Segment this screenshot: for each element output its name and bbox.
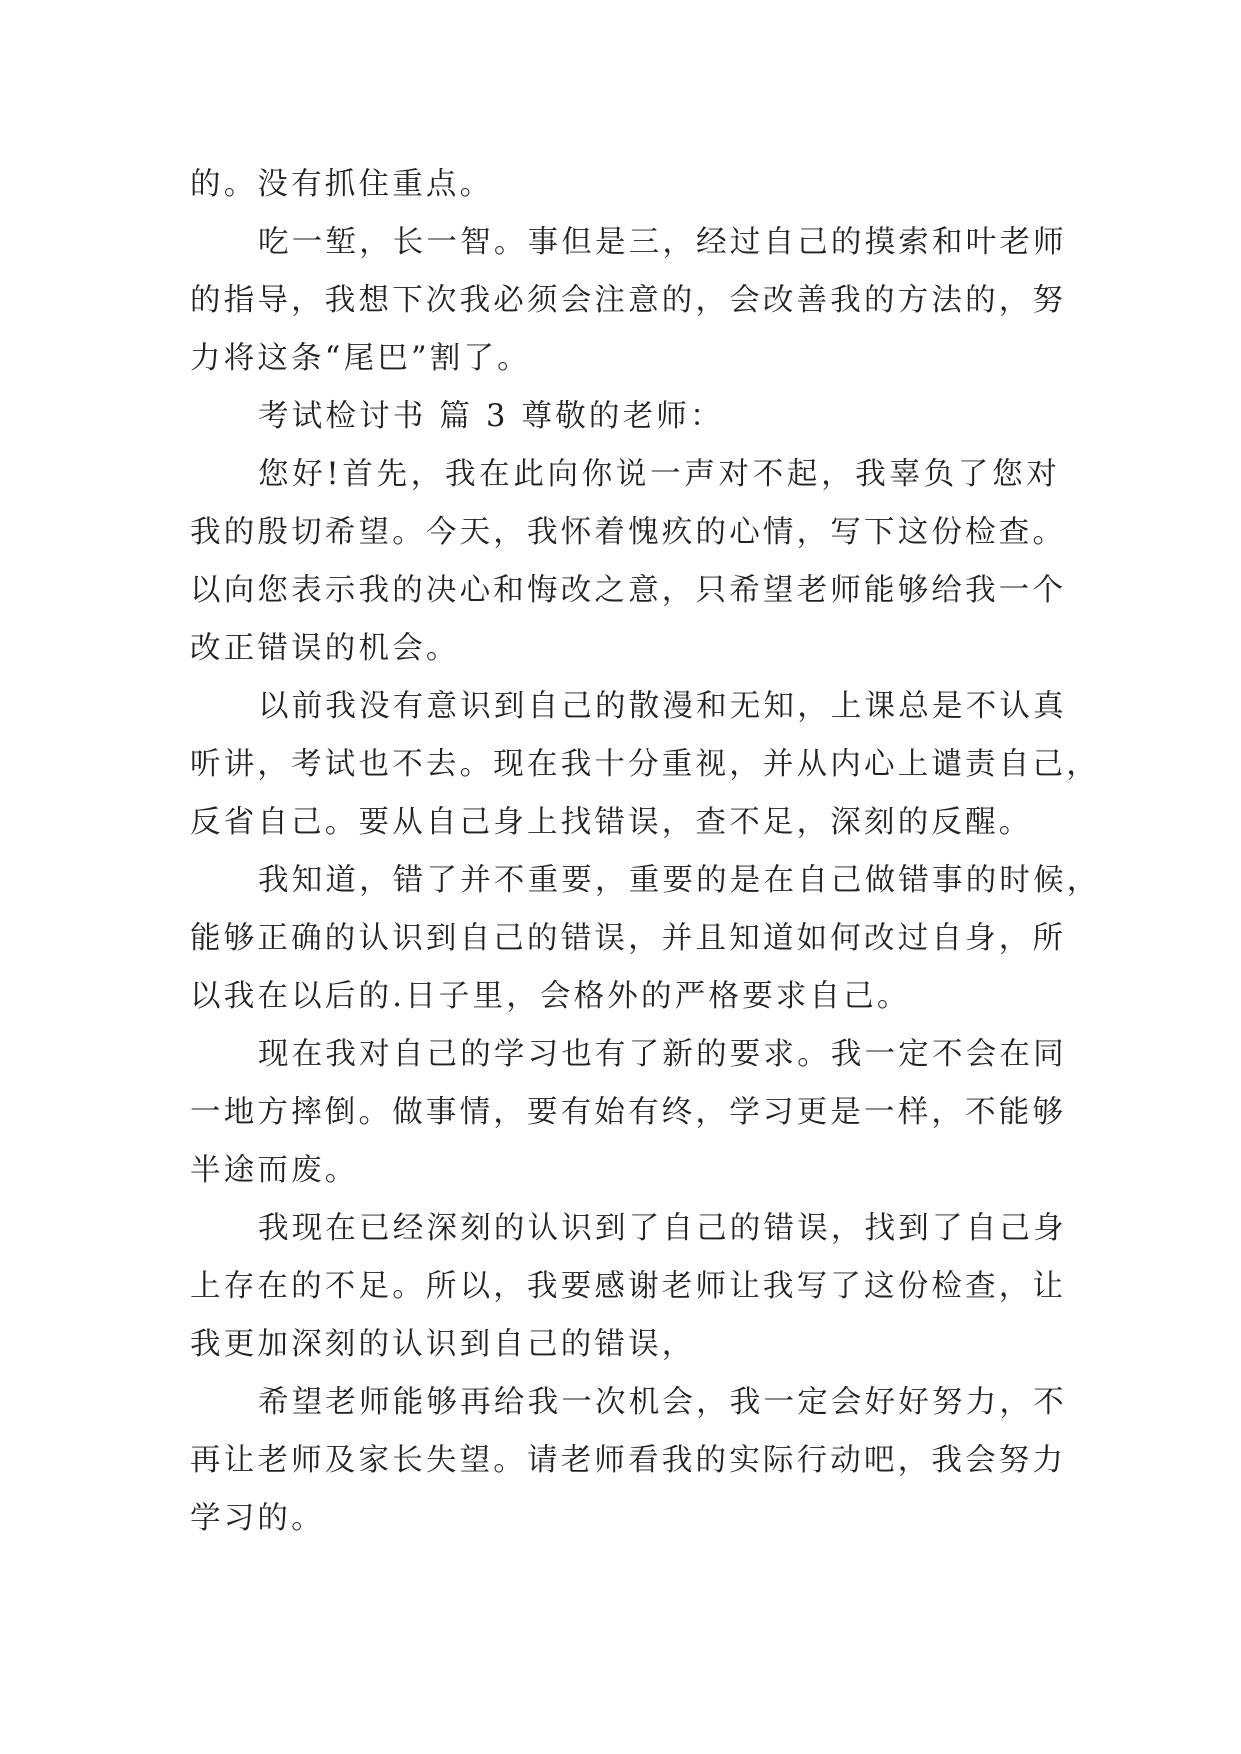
text-line: 吃一堑，长一智。事但是三，经过自己的摸索和叶老师: [258, 225, 1067, 260]
text-line: 以向您表示我的决心和悔改之意，只希望老师能够给我一个: [190, 573, 1067, 608]
text-line: 能够正确的认识到自己的错误，并且知道如何改过自身，所: [190, 921, 1067, 956]
paragraph: [190, 852, 1101, 1026]
text-line: 力将这条“尾巴”割了。: [190, 341, 531, 376]
text-line: 您好!首先，我在此向你说一声对不起，我辜负了您对: [258, 457, 1060, 492]
text-line: 我更加深刻的认识到自己的错误，: [190, 1327, 696, 1362]
text-line: 以我在以后的.日子里，会格外的严格要求自己。: [190, 979, 911, 1014]
paragraph: [190, 1374, 1067, 1548]
text-line: 我的殷切希望。今天，我怀着愧疚的心情，写下这份检查。: [190, 515, 1067, 550]
text-line: 一地方摔倒。做事情，要有始有终，学习更是一样，不能够: [190, 1095, 1067, 1130]
document-body: [190, 156, 1101, 1548]
text-line: 改正错误的机会。: [190, 631, 460, 666]
text-line: 现在我对自己的学习也有了新的要求。我一定不会在同: [258, 1037, 1067, 1072]
text-line: 反省自己。要从自己身上找错误，查不足，深刻的反醒。: [190, 805, 1033, 840]
text-line: 半途而废。: [190, 1153, 359, 1188]
paragraph: [190, 1026, 1067, 1200]
text-line: 考试检讨书 篇 3 尊敬的老师：: [258, 399, 724, 434]
paragraph: [190, 1200, 1067, 1374]
text-line: 上存在的不足。所以，我要感谢老师让我写了这份检查，让: [190, 1269, 1067, 1304]
text-line: 我现在已经深刻的认识到了自己的错误，找到了自己身: [258, 1211, 1067, 1246]
paragraph: [190, 678, 1100, 852]
text-line: 希望老师能够再给我一次机会，我一定会好好努力，不: [258, 1385, 1067, 1420]
text-line: 的。没有抓住重点。: [190, 167, 494, 202]
paragraph: [190, 388, 1060, 446]
paragraph: [190, 446, 1067, 678]
text-line: 的指导，我想下次我必须会注意的，会改善我的方法的，努: [190, 283, 1067, 318]
text-line: 以前我没有意识到自己的散漫和无知，上课总是不认真: [258, 689, 1067, 724]
text-line: 听讲，考试也不去。现在我十分重视，并从内心上谴责自己，: [190, 747, 1100, 782]
paragraph: [190, 156, 1060, 214]
text-line: 再让老师及家长失望。请老师看我的实际行动吧，我会努力: [190, 1443, 1067, 1478]
paragraph: [190, 214, 1067, 388]
text-line: 学习的。: [190, 1501, 325, 1536]
text-line: 我知道，错了并不重要，重要的是在自己做错事的时候，: [258, 863, 1101, 898]
